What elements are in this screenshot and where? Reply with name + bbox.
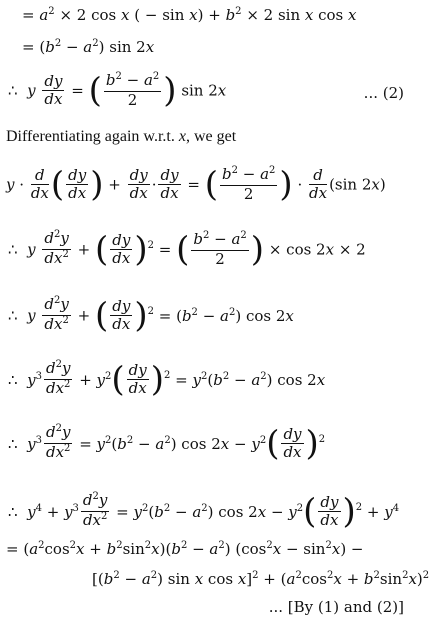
equation-line-11: = $(a^2\cos^2x + b^2\sin^2x)(b^2 - a^2) (\cos^2x - \sin^2x)$ − (6, 540, 364, 558)
equation-line-3: ∴ y $\frac{dy}{dx}$ = ( $\frac{b^2 - a^2}{2}$ ) sin 2x (8, 70, 227, 111)
reference-note: ... [By (1) and (2)] (268, 598, 404, 616)
equation-line-1: = $a^2 \times 2$ cos x ( − $\sin x) + b^2 \times 2$ sin x cos x (22, 6, 357, 24)
equation-line-12: [$(b^2 - a^2)$ sin x $\cos x]^2 + (a^2\cos^2x + b^2\sin^2x)^2$ (92, 570, 429, 588)
equation-line-8: ∴ $y^3$ $\frac{d^2y}{dx^2}$ + $y^2$( $\frac{dy}{dx}$ )$^2 = y^2(b^2 - a^2)$ cos 2x (8, 359, 326, 400)
equation-line-2: = $(b^2 - a^2)$ sin 2x (22, 38, 155, 56)
equation-tag-2: ... (2) (363, 84, 404, 102)
text-differentiating: Differentiating again w.r.t. x, we get (6, 128, 237, 145)
equation-line-9: ∴ $y^3$ $\frac{d^2y}{dx^2}$ = $y^2(b^2 - a^2)$ $\cos 2x - y^2$( $\frac{dy}{dx}$ )$^2$ (8, 423, 326, 464)
equation-line-5: y · $\frac{d}{dx}$ ( $\frac{dy}{dx}$ ) + $\frac{dy}{dx}$ · $\frac{dy}{dx}$ = ( $\frac{b^2 - a^2}{2}$ ) · $\frac{d}{dx}$ (sin 2x) (6, 164, 386, 205)
equation-line-6: ∴ y $\frac{d^2y}{dx^2}$ + ( $\frac{dy}{dx}$ )$^2$ = ( $\frac{b^2 - a^2}{2}$ ) × cos 2x × 2 (8, 229, 366, 270)
equation-line-10: ∴ $y^4 + y^3$ $\frac{d^2y}{dx^2}$ = $y^2(b^2 - a^2)$ $\cos 2x - y^2$( $\frac{dy}{dx}$ )$^2 + y^4$ (8, 491, 400, 532)
equation-line-7: ∴ y $\frac{d^2y}{dx^2}$ + ( $\frac{dy}{dx}$ )$^2 = (b^2 - a^2)$ cos 2x (8, 295, 294, 336)
